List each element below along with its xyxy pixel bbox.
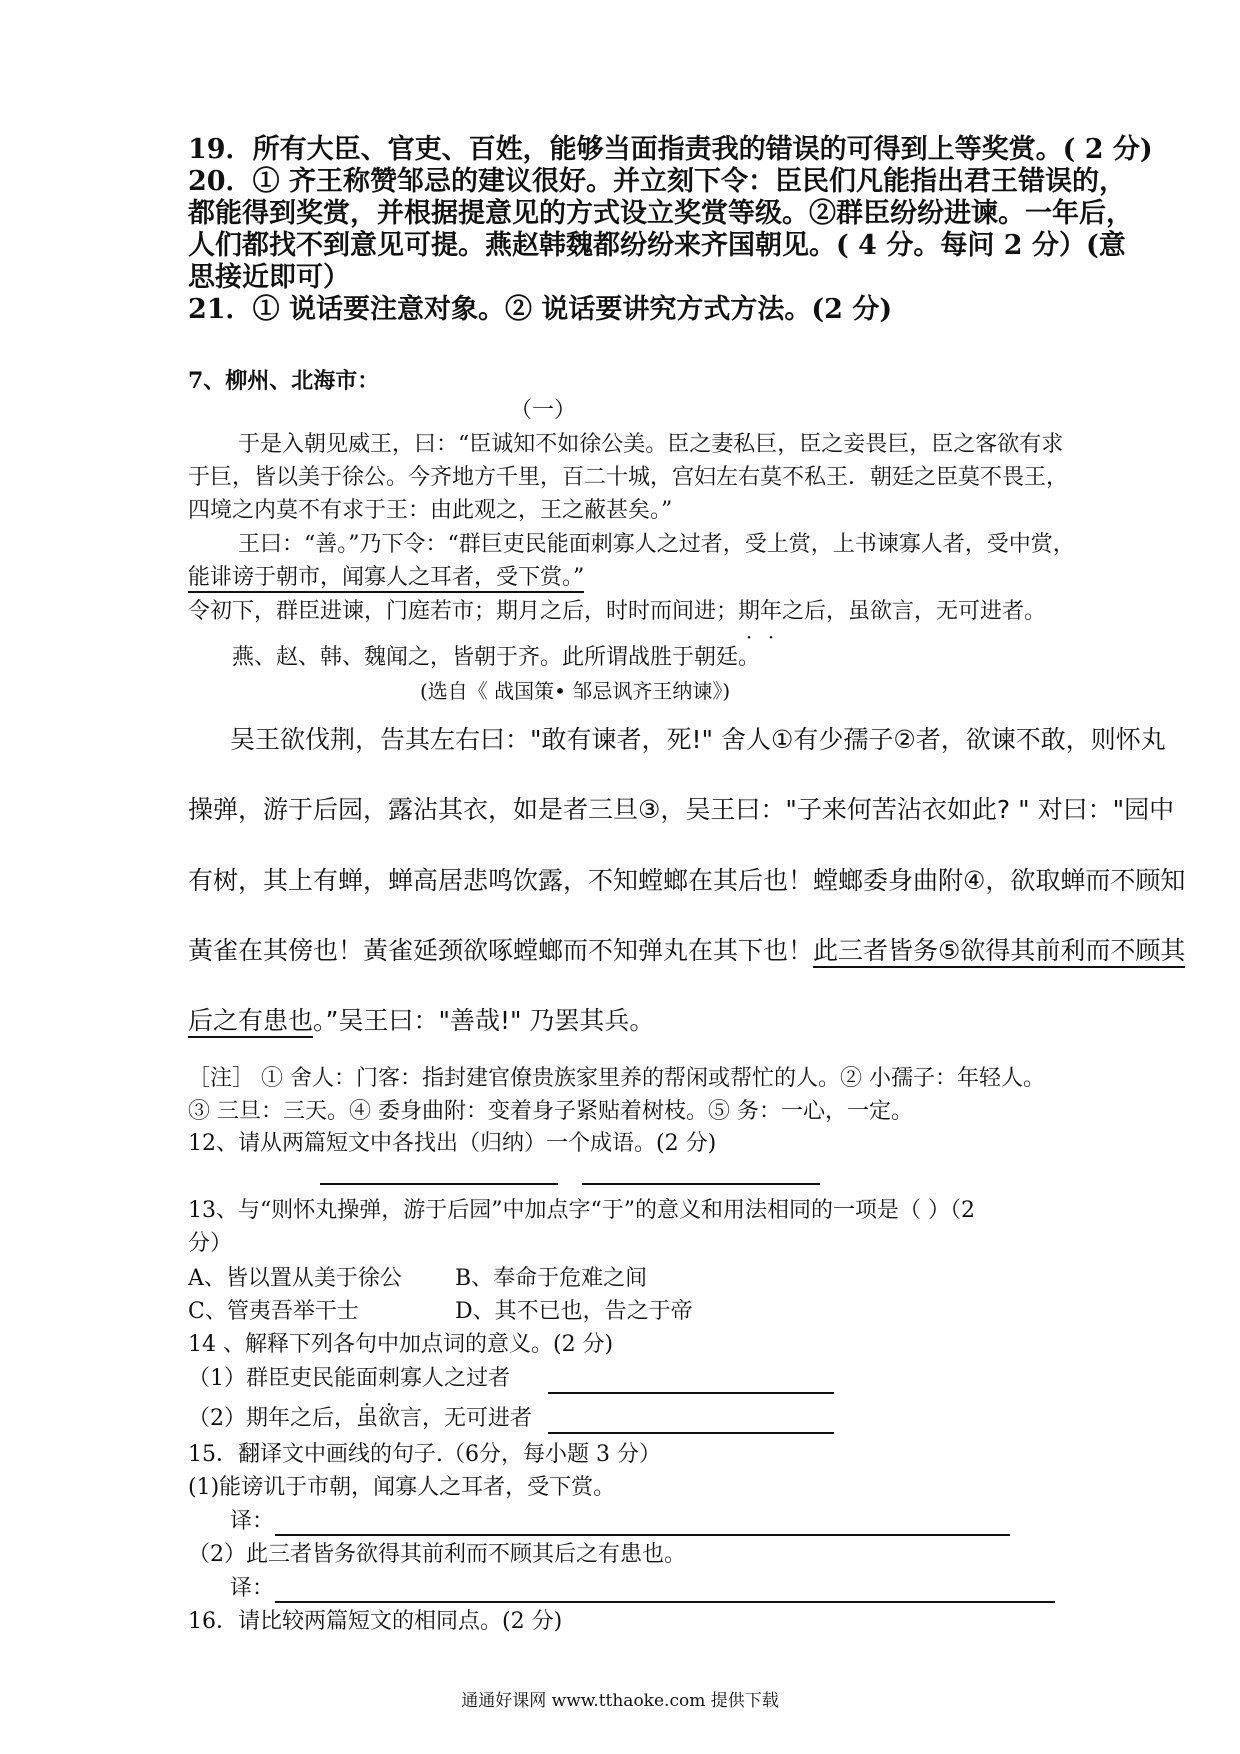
question-13-line1: 13、与“则怀丸操弹，游于后园”中加点字“于”的意义和用法相同的一项是（ ）（2 [188,1198,975,1223]
passage1-p1-line1: 于是入朝见威王，曰：“臣诚知不如徐公美。臣之妻私巨，臣之妾畏巨，臣之客欲有求 [238,432,1064,457]
passage2-line4 [188,936,1185,966]
passage1-p3-text: 令初下，群臣进谏，门庭若市；期月之后，时时而间进； [188,599,739,624]
underlined-sentence-2a: 此三者皆务⑤欲得其前利而不顾其 [813,936,1185,968]
dotted-char-ci: 刺 [378,1366,401,1391]
passage1-p3-rest: 之后，虽欲言，无可进者。 [782,599,1047,624]
passage2-line5-rest: 。”吴王曰："善哉!" 乃罢其兵。 [313,1006,655,1035]
passage2-line2: 操弹，游于后园，露沾其衣，如是者三旦③，吴王曰："子来何苦沾衣如此? " 对曰："园中 [188,795,1175,824]
answer-blank-12a[interactable] [320,1183,558,1185]
dotted-char-qi: 期 [738,599,761,624]
question-13-line2: 分） [188,1231,233,1256]
passage2-line3: 有树，其上有蝉，蝉高居悲鸣饮露，不知螳螂在其后也！螳螂委身曲附④，欲取蝉而不顾知 [188,866,1186,895]
option-a: A、皆以置从美于徐公 [188,1266,402,1291]
notes-line2: ③ 三旦：三天。④ 委身曲附：变着身子紧贴着树枝。⑤ 务：一心，一定。 [188,1099,913,1124]
option-b: B、奉命于危难之间 [455,1266,648,1291]
answer-blank-14-1[interactable] [548,1392,834,1394]
translate-label-1: 译： [230,1509,275,1534]
question-15: 15．翻译文中画线的句子.（6分，每小题 3 分） [188,1442,661,1467]
answer-20-line-3: 人们都找不到意见可提。燕赵韩魏都纷纷来齐国朝见。( 4 分。每问 2 分）(意 [188,230,1126,261]
answer-blank-14-2[interactable] [548,1432,834,1434]
underlined-sentence-2b: 后之有患也 [188,1006,313,1038]
dotted-char-nian: 年 [760,599,783,624]
dotted-char-mian: 面 [356,1366,379,1391]
dotted-char-qi-2: 期 [246,1406,269,1431]
answer-blank-15-2[interactable] [275,1601,1055,1603]
passage1-p2-line2 [188,563,584,593]
dotted-char-nian-2: 年 [268,1406,291,1431]
q14-item1-prefix: （1）群臣吏民能 [188,1366,356,1391]
page-footer: 通通好课网 www.tthaoke.com 提供下载 [461,1691,779,1711]
answer-20-line-2: 都能得到奖赏，并根据提意见的方式设立奖赏等级。②群臣纷纷进谏。一年后， [188,198,1133,229]
question-16: 16．请比较两篇短文的相同点。(2 分) [188,1609,563,1634]
q14-item2-prefix: （2） [188,1406,246,1431]
passage1-p1-line3: 四境之内莫不有求于王：由此观之，王之蔽甚矣。” [188,498,673,523]
answer-19: 19．所有大臣、官吏、百姓，能够当面指责我的错误的可得到上等奖赏。( 2 分) [188,134,1153,165]
answer-21: 21．① 说话要注意对象。② 说话要讲究方式方法。(2 分) [188,294,893,325]
passage1-source: (选自《 战国策• 邹忌讽齐王纳谏》) [420,679,731,703]
answer-20-line-1: 20．① 齐王称赞邹忌的建议很好。并立刻下令：臣民们凡能指出君王错误的， [188,166,1126,197]
option-d: D、其不已也，告之于帝 [455,1299,693,1324]
option-c: C、管夷吾举干士 [188,1299,359,1324]
question-15-item1: (1)能谤讥于市朝，闻寡人之耳者，受下赏。 [188,1475,616,1500]
part-one-heading: （一） [510,398,577,423]
section-title: 7、柳州、北海市： [188,368,380,394]
passage2-line5 [188,1006,654,1036]
passage1-p3 [188,597,1046,627]
q14-item1-suffix: 寡人之过者 [400,1366,511,1391]
passage2-line1: 吴王欲伐荆，告其左右曰："敢有谏者，死!" 舍人①有少孺子②者，欲谏不敢，则怀丸 [230,725,1166,754]
answer-blank-12b[interactable] [582,1183,820,1185]
question-14-item1 [188,1364,510,1394]
answer-20-line-4: 思接近即可） [188,262,350,293]
passage1-p1-line2: 于巨，皆以美于徐公。今齐地方千里，百二十城，宫妇左右莫不私王．朝廷之臣莫不畏王， [188,465,1069,490]
passage1-p4: 燕、赵、韩、魏闻之，皆朝于齐。此所谓战胜于朝廷。 [232,645,761,670]
question-12: 12、请从两篇短文中各找出（归纳）一个成语。(2 分) [188,1131,717,1156]
passage2-line4-text: 黃雀在其傍也！黃雀延颈欲啄螳螂而不知弹丸在其下也！ [188,936,814,965]
question-14: 14 、解释下列各句中加点词的意义。(2 分) [188,1332,614,1357]
q14-item2-suffix: 之后，虽欲言，无可进者 [290,1406,533,1431]
underlined-sentence-1: 能诽谤于朝市，闻寡人之耳者，受下赏。” [188,565,584,593]
translate-label-2: 译： [230,1576,275,1601]
notes-line1: ［注］ ① 舍人：门客：指封建官僚贵族家里养的帮闲或帮忙的人。② 小孺子：年轻人。 [188,1066,1045,1091]
question-14-item2 [188,1404,532,1434]
question-15-item2: （2）此三者皆务欲得其前利而不顾其后之有患也。 [188,1542,686,1567]
passage1-p2-line1: 王曰：“善。”乃下令：“群巨吏民能面刺寡人之过者，受上赏，上书谏寡人者，受中赏， [238,532,1075,557]
answer-blank-15-1[interactable] [275,1534,1010,1536]
